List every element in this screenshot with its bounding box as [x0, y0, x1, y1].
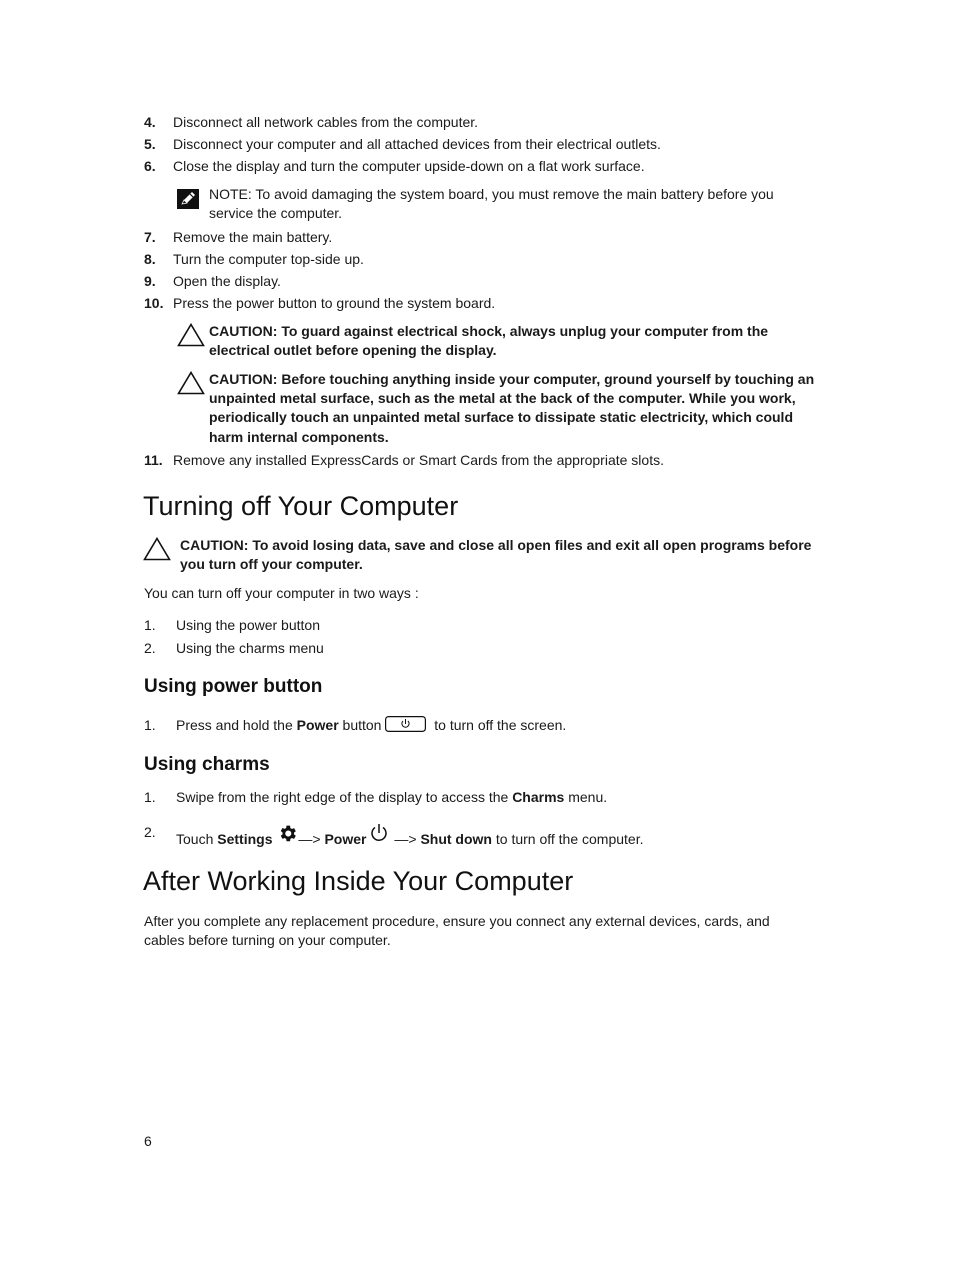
- instruction-bold: Power: [324, 831, 367, 847]
- caution-triangle-icon: [143, 537, 171, 561]
- instruction-bold: Power: [296, 717, 339, 733]
- section-heading-turning-off: Turning off Your Computer: [143, 491, 459, 521]
- instruction-text: to turn off the computer.: [491, 831, 644, 847]
- step-text: Disconnect all network cables from the computer.: [173, 114, 479, 130]
- instruction-text: Touch: [176, 831, 218, 847]
- instruction-text: Press and hold the: [176, 717, 297, 733]
- caution-line2: you turn off your computer.: [180, 556, 363, 572]
- caution-line1: CAUTION: To guard against electrical shock, always unplug your computer from the: [209, 323, 769, 339]
- list-number: 1.: [144, 789, 156, 805]
- power-button-instruction: [176, 716, 566, 735]
- instruction-text: Swipe from the right edge of the display to access the: [176, 789, 513, 805]
- note-text: [209, 185, 774, 204]
- list-number: 1.: [144, 617, 156, 633]
- list-number: 2.: [144, 640, 156, 656]
- arrow-text: —>: [298, 831, 325, 847]
- note-label: NOTE:: [209, 186, 252, 202]
- charms-step2: [176, 823, 643, 849]
- step-number: 7.: [144, 229, 156, 245]
- paragraph-line1: After you complete any replacement procedure, ensure you connect any external devices, cards, and: [144, 913, 770, 929]
- step-number: 11.: [144, 452, 163, 468]
- instruction-bold: Settings: [217, 831, 273, 847]
- step-text: Turn the computer top-side up.: [173, 251, 364, 267]
- caution-line3: periodically touch an unpainted metal surface to dissipate static electricity, which could: [209, 409, 793, 425]
- step-number: 6.: [144, 158, 156, 174]
- instruction-text: button: [338, 717, 386, 733]
- step-number: 4.: [144, 114, 156, 130]
- subheading-power-button: Using power button: [144, 676, 323, 697]
- caution-line4: harm internal components.: [209, 429, 389, 445]
- section-heading-after-working: After Working Inside Your Computer: [143, 866, 574, 896]
- instruction-bold: Charms: [512, 789, 565, 805]
- step-text: Close the display and turn the computer upside-down on a flat work surface.: [173, 158, 645, 174]
- section-intro: You can turn off your computer in two ways :: [144, 585, 419, 601]
- step-number: 5.: [144, 136, 156, 152]
- paragraph-line2: cables before turning on your computer.: [144, 932, 391, 948]
- list-number: 1.: [144, 717, 156, 733]
- charms-step1: [176, 788, 607, 807]
- step-number: 8.: [144, 251, 156, 267]
- note-line1: To avoid damaging the system board, you must remove the main battery before you: [255, 186, 774, 202]
- step-number: 9.: [144, 273, 156, 289]
- caution-triangle-icon: [177, 323, 205, 347]
- instruction-text: to turn off the screen.: [430, 717, 567, 733]
- step-text: Press the power button to ground the system board.: [173, 295, 496, 311]
- arrow-text: —>: [394, 831, 421, 847]
- step-number: 10.: [144, 295, 164, 311]
- list-number: 2.: [144, 824, 156, 840]
- caution-line2: unpainted metal surface, such as the metal at the back of the computer. While you work,: [209, 390, 796, 406]
- note-pencil-icon: [177, 189, 199, 209]
- caution-line1: CAUTION: Before touching anything inside your computer, ground yourself by touching an: [209, 371, 815, 387]
- step-text: Remove the main battery.: [173, 229, 333, 245]
- caution-line2: electrical outlet before opening the display.: [209, 342, 497, 358]
- list-item: Using the charms menu: [176, 640, 324, 656]
- subheading-charms: Using charms: [144, 754, 270, 775]
- caution-line1: CAUTION: To avoid losing data, save and close all open files and exit all open programs before: [180, 537, 812, 553]
- power-icon: [370, 823, 388, 843]
- step-text: Disconnect your computer and all attached devices from their electrical outlets.: [173, 136, 661, 152]
- settings-gear-icon: [277, 823, 298, 844]
- instruction-text: menu.: [564, 789, 608, 805]
- power-button-icon: [385, 716, 426, 732]
- note-line2: service the computer.: [209, 205, 343, 221]
- list-item: Using the power button: [176, 617, 320, 633]
- instruction-bold: Shut down: [420, 831, 492, 847]
- step-text: Open the display.: [173, 273, 281, 289]
- caution-triangle-icon: [177, 371, 205, 395]
- step-text: Remove any installed ExpressCards or Smart Cards from the appropriate slots.: [173, 452, 664, 468]
- page-number: 6: [144, 1133, 152, 1149]
